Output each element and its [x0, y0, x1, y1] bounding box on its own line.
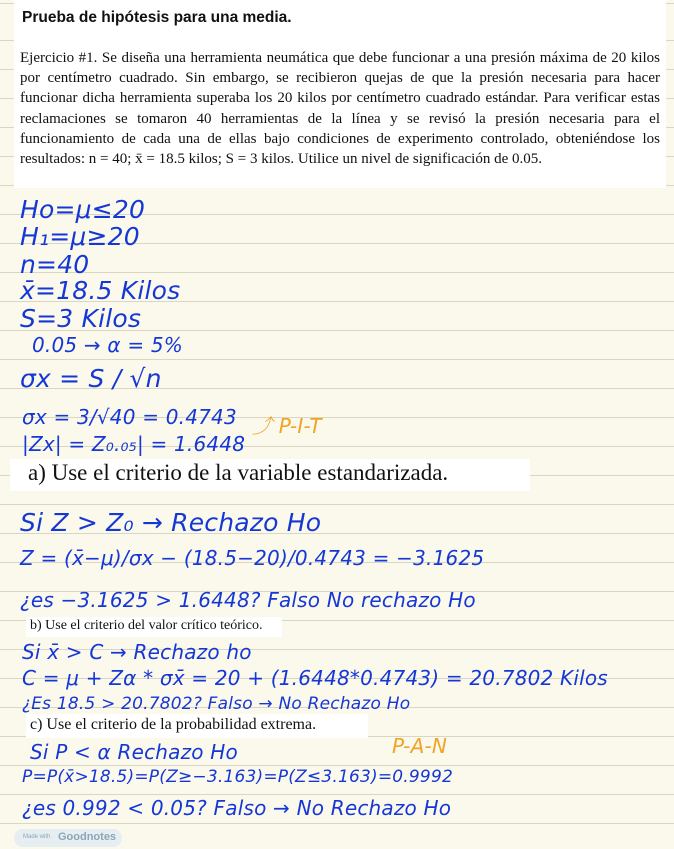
section-c-label: c) Use el criterio de la probabilidad extrema.	[30, 716, 317, 733]
c-p-value: P=P(x̄>18.5)=P(Z≥−3.163)=P(Z≤3.163)=0.9992	[22, 767, 453, 787]
b-conclusion: ¿Es 18.5 > 20.7802? Falso → No Rechazo Ho	[22, 694, 411, 714]
alternative-hypothesis: H₁=μ≥20	[20, 222, 140, 251]
sample-size: n=40	[20, 250, 90, 279]
c-decision-rule: Si P < α Rechazo Ho	[30, 740, 238, 764]
sigma-formula: σx = S / √n	[20, 364, 162, 393]
a-z-formula: Z = (x̄−μ)/σx − (18.5−20)/0.4743 = −3.1625	[20, 546, 485, 570]
goodnotes-badge	[14, 829, 122, 847]
pan-annotation: P-A-N	[392, 734, 448, 758]
z-critical: |Zx| = Z₀.₀₅| = 1.6448	[22, 432, 246, 456]
significance-level: 0.05 → α = 5%	[32, 333, 183, 357]
pit-annotation: ⤴ P-I-T	[252, 414, 322, 438]
sigma-value: σx = 3/√40 = 0.4743	[22, 405, 237, 429]
section-b-heading	[26, 617, 282, 637]
problem-statement: Ejercicio #1. Se diseña una herramienta neumática que debe funcionar a una presión máxima de 20 kilos por centímetro cuadrado. Sin embargo, se recibieron quejas de que la presión necesaria para hacer funcionar dicha herramienta superaba los 20 kilos por centímetro cuadrado estándar. Para verificar estas reclamaciones se tomaron 40 herramientas de la línea y se revisó la presión necesaria para el funcionamiento de cada una de ellas bajo condiciones de experimento controlado, obteniéndose los resultados: n = 40; x̄ = 18.5 kilos; S = 3 kilos. Utilice un nivel de significación de 0.05.	[20, 50, 660, 168]
badge-prefix: Made with	[23, 834, 51, 840]
c-conclusion: ¿es 0.992 < 0.05? Falso → No Rechazo Ho	[22, 796, 452, 820]
null-hypothesis: Ho=μ≤20	[20, 195, 146, 224]
a-decision-rule: Si Z > Z₀ → Rechazo Ho	[20, 508, 322, 537]
section-a-label: a) Use el criterio de la variable estandarizada.	[28, 460, 449, 485]
sample-mean: x̄=18.5 Kilos	[20, 276, 181, 305]
section-b-label: b) Use el criterio del valor crítico teórico.	[30, 618, 263, 633]
goodnotes-logo: Goodnotes	[58, 831, 117, 843]
sample-std: S=3 Kilos	[20, 304, 142, 333]
problem-header	[14, 0, 666, 188]
page-title: Prueba de hipótesis para una media.	[22, 9, 292, 26]
b-decision-rule: Si x̄ > C → Rechazo ho	[22, 640, 252, 664]
section-c-heading	[26, 714, 368, 738]
a-conclusion: ¿es −3.1625 > 1.6448? Falso No rechazo Ho	[20, 588, 476, 612]
section-a-heading	[10, 459, 530, 491]
b-critical-value: C = μ + Zα * σx̄ = 20 + (1.6448*0.4743) = 20.7802 Kilos	[22, 666, 608, 690]
